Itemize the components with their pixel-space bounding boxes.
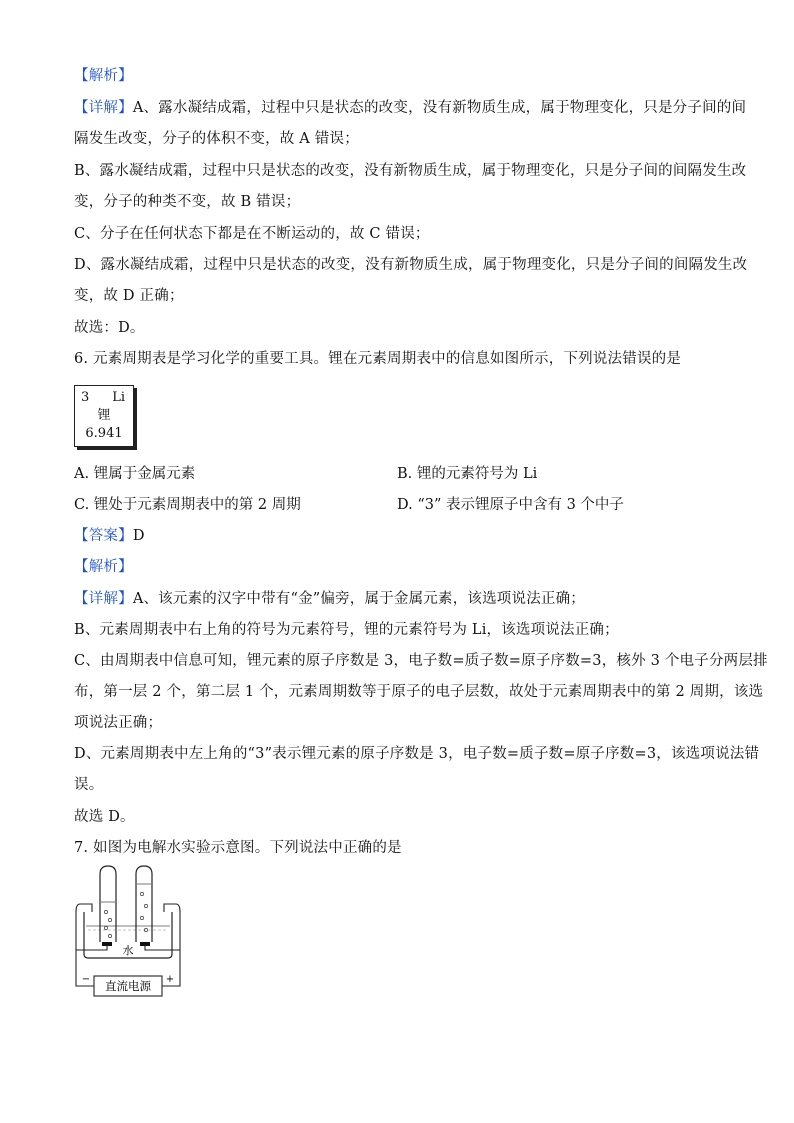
detail-line: 【详解】A、该元素的汉字中带有“金”偏旁，属于金属元素，该选项说法正确； [74, 591, 586, 607]
detail-tag: 【详解】 [74, 591, 133, 607]
analysis-tag: 【解析】 [74, 68, 133, 84]
detail-line: 变，分子的种类不变，故 B 错误； [74, 194, 301, 210]
atomic-number: 3 [81, 390, 90, 405]
detail-tag: 【详解】 [74, 100, 133, 116]
detail-line: D、元素周期表中左上角的“3”表示锂元素的原子序数是 3，电子数=质子数=原子序数=3，该选项说法错 [74, 746, 760, 762]
detail-line: C、由周期表中信息可知，锂元素的原子序数是 3，电子数=质子数=原子序数=3，核外 3 个电子分两层排 [74, 653, 768, 669]
plus-sign: + [165, 974, 175, 985]
minus-sign: − [81, 974, 91, 985]
option-d: D. “3” 表示锂原子中含有 3 个中子 [397, 497, 624, 513]
answer-value: D [132, 528, 145, 544]
option-c: C. 锂处于元素周期表中的第 2 周期 [74, 497, 301, 513]
option-a: A. 锂属于金属元素 [74, 466, 196, 482]
periodic-table-cell [74, 385, 134, 447]
element-symbol: Li [112, 390, 125, 405]
detail-line: B、元素周期表中右上角的符号为元素符号，锂的元素符号为 Li，该选项说法正确； [74, 622, 619, 638]
detail-line: B、露水凝结成霜，过程中只是状态的改变，没有新物质生成，属于物理变化，只是分子间的间隔发生改 [74, 163, 747, 179]
electrolysis-diagram [70, 862, 190, 1002]
detail-line: 故选：D。 [74, 320, 145, 336]
analysis-tag: 【解析】 [74, 559, 133, 575]
answer-tag: 【答案】 [74, 528, 133, 544]
detail-line: C、分子在任何状态下都是在不断运动的，故 C 错误； [74, 226, 430, 242]
element-name: 锂 [97, 408, 111, 423]
detail-line: 布，第一层 2 个，第二层 1 个，元素周期数等于原子的电子层数，故处于元素周期表中的第 2 周期，该选 [74, 684, 764, 700]
detail-line: 【详解】A、露水凝结成霜，过程中只是状态的改变，没有新物质生成，属于物理变化，只是分子间的间 [74, 100, 747, 116]
detail-line: 项说法正确； [74, 715, 163, 731]
detail-line: 变，故 D 正确； [74, 288, 184, 304]
water-label: 水 [122, 944, 134, 957]
detail-line: D、露水凝结成霜，过程中只是状态的改变，没有新物质生成，属于物理变化，只是分子间的间隔发生改 [74, 257, 748, 273]
question-6-stem: 6. 元素周期表是学习化学的重要工具。锂在元素周期表中的信息如图所示，下列说法错误的是 [74, 351, 682, 367]
option-b: B. 锂的元素符号为 Li [397, 466, 538, 482]
detail-line: 误。 [74, 777, 104, 793]
detail-line: 故选 D。 [74, 809, 135, 825]
atomic-mass: 6.941 [85, 426, 123, 441]
power-supply-label: 直流电源 [105, 979, 151, 993]
answer-line [74, 526, 734, 546]
question-7-stem: 7. 如图为电解水实验示意图。下列说法中正确的是 [74, 840, 402, 856]
detail-line: 隔发生改变，分子的体积不变，故 A 错误； [74, 131, 359, 147]
